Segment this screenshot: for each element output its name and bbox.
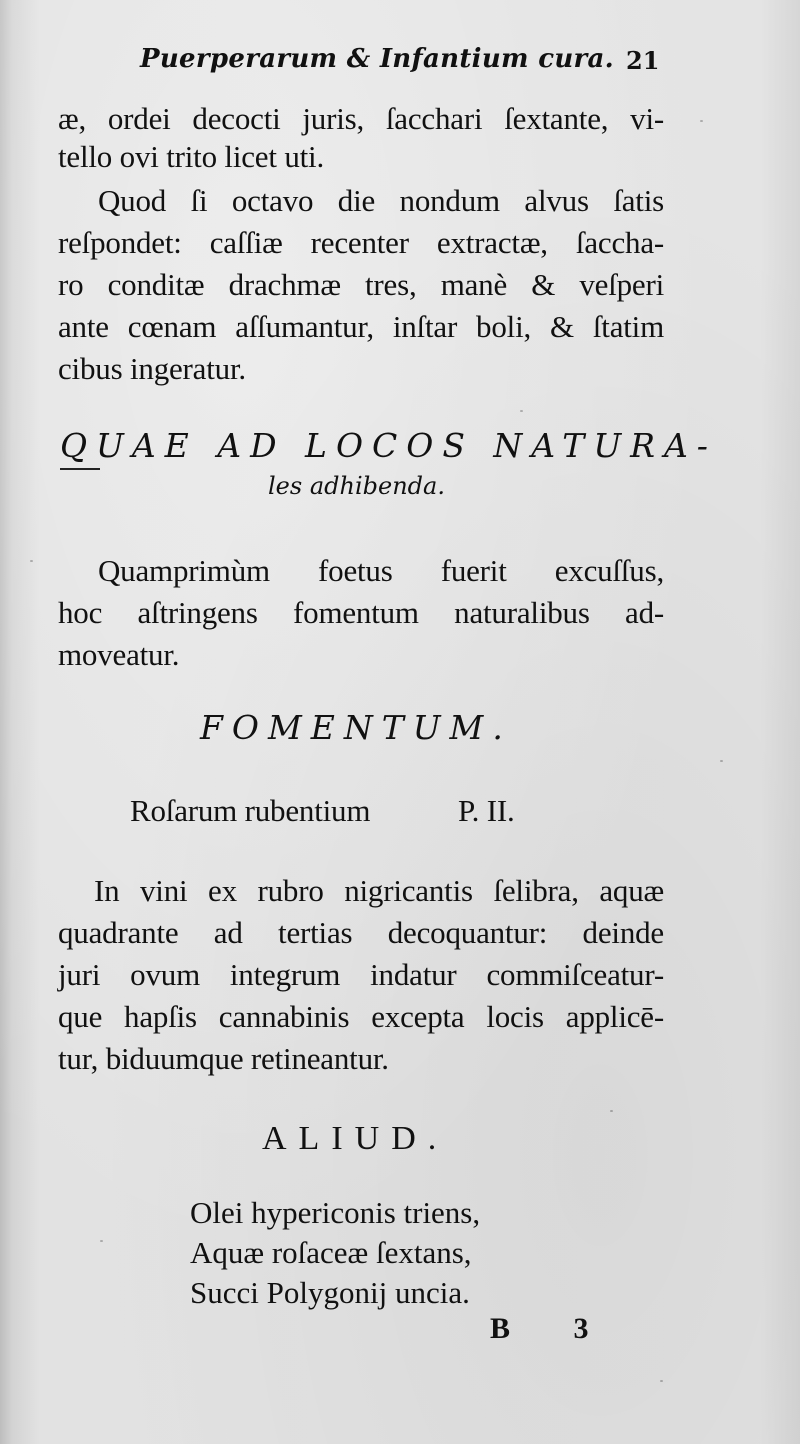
- recipe-line: Succi Polygonij uncia.: [190, 1275, 470, 1310]
- text-line: In vini ex rubro nigricantis ſelibra, aquæ: [94, 873, 664, 908]
- text-line: hoc aſtringens fomentum naturalibus ad-: [58, 595, 664, 630]
- text-line: ante cœnam aſſumantur, inſtar boli, & ſtatim: [58, 309, 664, 344]
- text-line: tur, biduumque retineantur.: [58, 1041, 389, 1076]
- text-line: que hapſis cannabinis excepta locis applicē-: [58, 999, 664, 1034]
- text-line: moveatur.: [58, 637, 180, 672]
- recipe-line: Olei hypericonis triens,: [190, 1195, 481, 1230]
- paper-speck: [720, 760, 723, 762]
- fomentum-heading: FOMENTUM.: [200, 708, 512, 747]
- text-line: tello ovi trito licet uti.: [58, 139, 325, 174]
- running-head: Puerperarum & Infantium cura.: [140, 44, 615, 74]
- text-line: reſpondet: caſſiæ recenter extractæ, ſaccha-: [58, 225, 664, 260]
- text-line: Quod ſi octavo die nondum alvus ſatis: [98, 183, 664, 218]
- recipe-item: Roſarum rubentium: [130, 793, 371, 828]
- recipe-line: Aquæ roſaceæ ſextans,: [190, 1235, 472, 1270]
- signature-mark: B 3: [490, 1312, 617, 1345]
- heading-flourish: [60, 468, 100, 470]
- text-line: juri ovum integrum indatur commiſceatur-: [58, 957, 664, 992]
- page-number: 21: [626, 46, 660, 75]
- paper-speck: [700, 120, 703, 122]
- paper-speck: [100, 1240, 103, 1242]
- text-line: Quamprimùm foetus fuerit excuſſus,: [98, 553, 664, 588]
- paper-speck: [520, 410, 523, 412]
- paper-speck: [30, 560, 33, 562]
- text-line: quadrante ad tertias decoquantur: deinde: [58, 915, 664, 950]
- text-line: æ, ordei decocti juris, ſacchari ſextante, vi-: [58, 101, 664, 136]
- section-subheading: les adhibenda.: [268, 472, 445, 500]
- recipe-amount: P. II.: [458, 793, 515, 828]
- paper-speck: [610, 1110, 613, 1112]
- aliud-heading: ALIUD.: [262, 1120, 449, 1157]
- paper-speck: [660, 1380, 663, 1382]
- text-line: ro conditæ drachmæ tres, manè & veſperi: [58, 267, 664, 302]
- section-heading: QUAE AD LOCOS NATURA-: [60, 426, 717, 465]
- text-line: cibus ingeratur.: [58, 351, 246, 386]
